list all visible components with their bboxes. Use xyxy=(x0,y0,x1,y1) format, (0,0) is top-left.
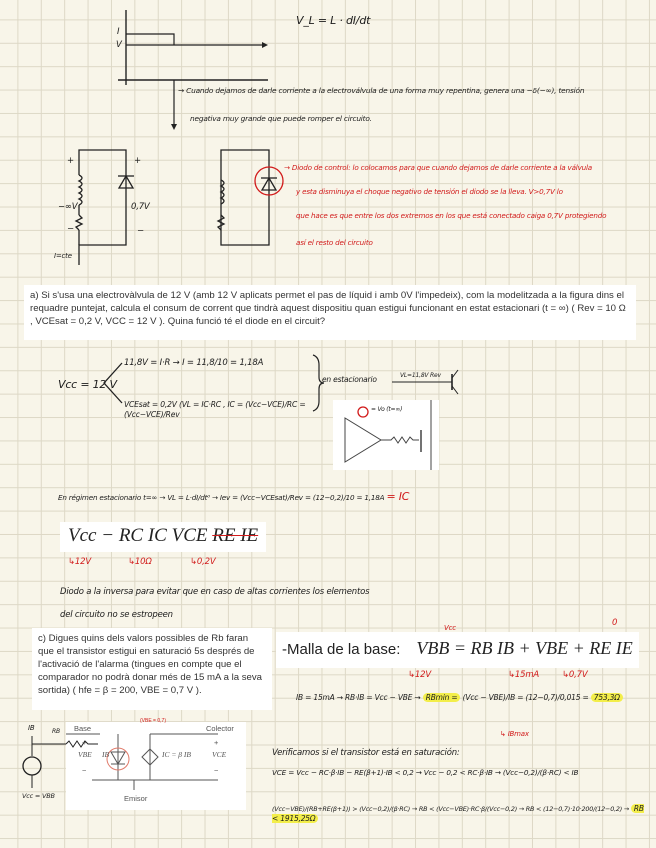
red-note-2: y esta disminuya el choque negativo de tensión el diodo se la lleva. V>0,7V lo xyxy=(296,187,563,196)
formula-vl: V_L = L · dI/dt xyxy=(296,14,371,27)
eq-note-12v: ↳12V xyxy=(68,557,91,567)
graph-label-v: V xyxy=(116,40,122,50)
plus-left: + xyxy=(67,156,74,166)
minus-vce: − xyxy=(214,766,219,775)
mini-transistor xyxy=(392,360,472,400)
rb-value: RB < 1915,25Ω xyxy=(272,804,644,823)
minus-left: − xyxy=(67,224,74,234)
vbb-handwritten: Vcc = VBB xyxy=(22,792,55,800)
red-note-1: → Diodo de control: lo colocamos para que cuando dejamos de darle corriente a la válvula xyxy=(284,163,592,172)
rbmin-fraction: (Vcc − VBE)/IB = (12−0,7)/0,015 = xyxy=(462,693,589,702)
brace-note: en estacionario xyxy=(322,375,377,384)
branch-1: 11,8V = I·R → I = 11,8/10 = 1,18A xyxy=(124,358,264,368)
malla-note-15ma: ↳15mA xyxy=(508,670,540,680)
voltage-right: 0,7V xyxy=(131,202,150,212)
malla-note-12v: ↳12V xyxy=(408,670,431,680)
current-label: I=cte xyxy=(54,252,72,260)
opamp-label: = Vo (t=∞) xyxy=(371,406,403,413)
vce-line: VCE = Vcc − RC·β·IB − RE(β+1)·IB < 0,2 → Vcc − 0,2 < RC·β·IB → (Vcc−0,2)/(β·RC) < IB xyxy=(272,768,579,777)
plus-vbe: + xyxy=(82,738,87,747)
vbe-label: VBE xyxy=(78,750,92,759)
malla-label: -Malla de la base: xyxy=(282,641,401,658)
malla-note-vcc: Vcc xyxy=(444,624,456,632)
minus-right: − xyxy=(137,226,144,236)
diode-circuits xyxy=(0,140,300,270)
eq-vce: VCE xyxy=(171,525,208,546)
plus-vce: + xyxy=(214,738,219,747)
ib-label: IB xyxy=(102,750,110,759)
mini-transistor-label: VL=11,8V Rev xyxy=(400,372,441,379)
question-c: c) Digues quins dels valors possibles de Rb faran que el transistor estigui en saturació 5s després de l'activació de l'alarma (tingues en compte que el comparador no podrà donar més de 15 mA a la seva sortida) ( hfe = β = 200, VBE = 0,7 V ). xyxy=(32,628,272,710)
red-diode-note: (VBE = 0,7) xyxy=(140,718,166,724)
eq-minus: − xyxy=(101,525,115,546)
collector-mesh-equation xyxy=(60,522,266,552)
eq-reie: RE IE xyxy=(212,525,259,546)
malla-note-0: 0 xyxy=(612,618,618,628)
question-a: a) Si s'usa una electrovàlvula de 12 V (amb 12 V aplicats permet el pas de líquid i amb 0V l'impedeix), com la modelitzada a la figura dins el requadre puntejat, calcula el consum de corrent que tindrà aquest dispositiu quan estigui funcionant en estat estacionari (t = ∞) ( Rev = 10 Ω , VCEsat = 0,2 V, VCC = 12 V ). Quina funció té el diode en el circuit? xyxy=(24,285,636,340)
ib-text: IB = 15mA → RB·IB = Vcc − VBE → xyxy=(296,693,421,702)
branch-2: VCEsat = 0,2V (VL = IC·RC , IC = (Vcc−VCE)/RC = (Vcc−VCE)/Rev xyxy=(124,400,306,419)
note-line-1: → Cuando dejamos de darle corriente a la electroválvula de una forma muy repentina, genera una −δ(−∞), tensión xyxy=(178,86,585,95)
rb-text: (Vcc−VBE)/(RB+RE(β+1)) > (Vcc−0,2)/(β·RC) → RB < (Vcc−VBE)·RC·β/(Vcc−0,2) → RB < (12−0,7)·10·200/(12−0,2) → xyxy=(272,805,630,813)
vce-label: VCE xyxy=(212,750,227,759)
eq-vcc: Vcc xyxy=(68,525,97,546)
graph-label-i: I xyxy=(117,27,120,37)
minus-vbe: − xyxy=(82,766,87,775)
malla-eq: VBB = RB IB + VBE + RE IE xyxy=(416,638,633,658)
ib-handwritten: IB xyxy=(28,724,35,732)
collector-label: Colector xyxy=(206,724,234,733)
rb-handwritten: RB xyxy=(52,728,60,735)
steady-state-text: En régimen estacionario t=∞ → VL = L·dI/dt⁰ → Iev = (Vcc−VCEsat)/Rev = (12−0,2)/10 = 1,18A xyxy=(58,493,385,502)
opamp-figure xyxy=(333,400,439,470)
rb-line xyxy=(272,804,646,824)
eq-rcic: RC IC xyxy=(118,525,167,546)
verify-line: Verificamos si el transistor está en saturación: xyxy=(272,748,460,758)
ic-label: IC = β IB xyxy=(162,750,192,759)
base-label: Base xyxy=(74,724,92,733)
red-note-4: así el resto del circuito xyxy=(296,238,373,247)
base-mesh-equation xyxy=(276,632,639,668)
eq-note-10ohm: ↳10Ω xyxy=(128,557,152,567)
vcc-label: Vcc = 12 V xyxy=(58,378,117,391)
diode-note-1: Diodo a la inversa para evitar que en caso de altas corrientes los elementos xyxy=(60,587,370,597)
diode-note-2: del circuito no se estropeen xyxy=(60,610,173,620)
ibmax-note: ↳ IBmax xyxy=(500,730,529,738)
red-note-3: que hace es que entre los dos extremos en los que está conectado caiga 0,7V protegiendo xyxy=(296,211,607,220)
malla-note-07v: ↳0,7V xyxy=(562,670,588,680)
ib-line xyxy=(296,692,646,704)
steady-ic: = IC xyxy=(386,490,410,503)
steady-state-line xyxy=(58,490,409,503)
eq-note-02v: ↳0,2V xyxy=(190,557,216,567)
note-line-2: negativa muy grande que puede romper el circuito. xyxy=(190,114,372,123)
rbmin-label: RBmin = xyxy=(423,693,461,702)
emitter-label: Emisor xyxy=(124,794,148,803)
plus-right: + xyxy=(134,156,141,166)
rbmin-value: 753,3Ω xyxy=(591,693,623,702)
voltage-left: −∞V xyxy=(58,202,78,212)
